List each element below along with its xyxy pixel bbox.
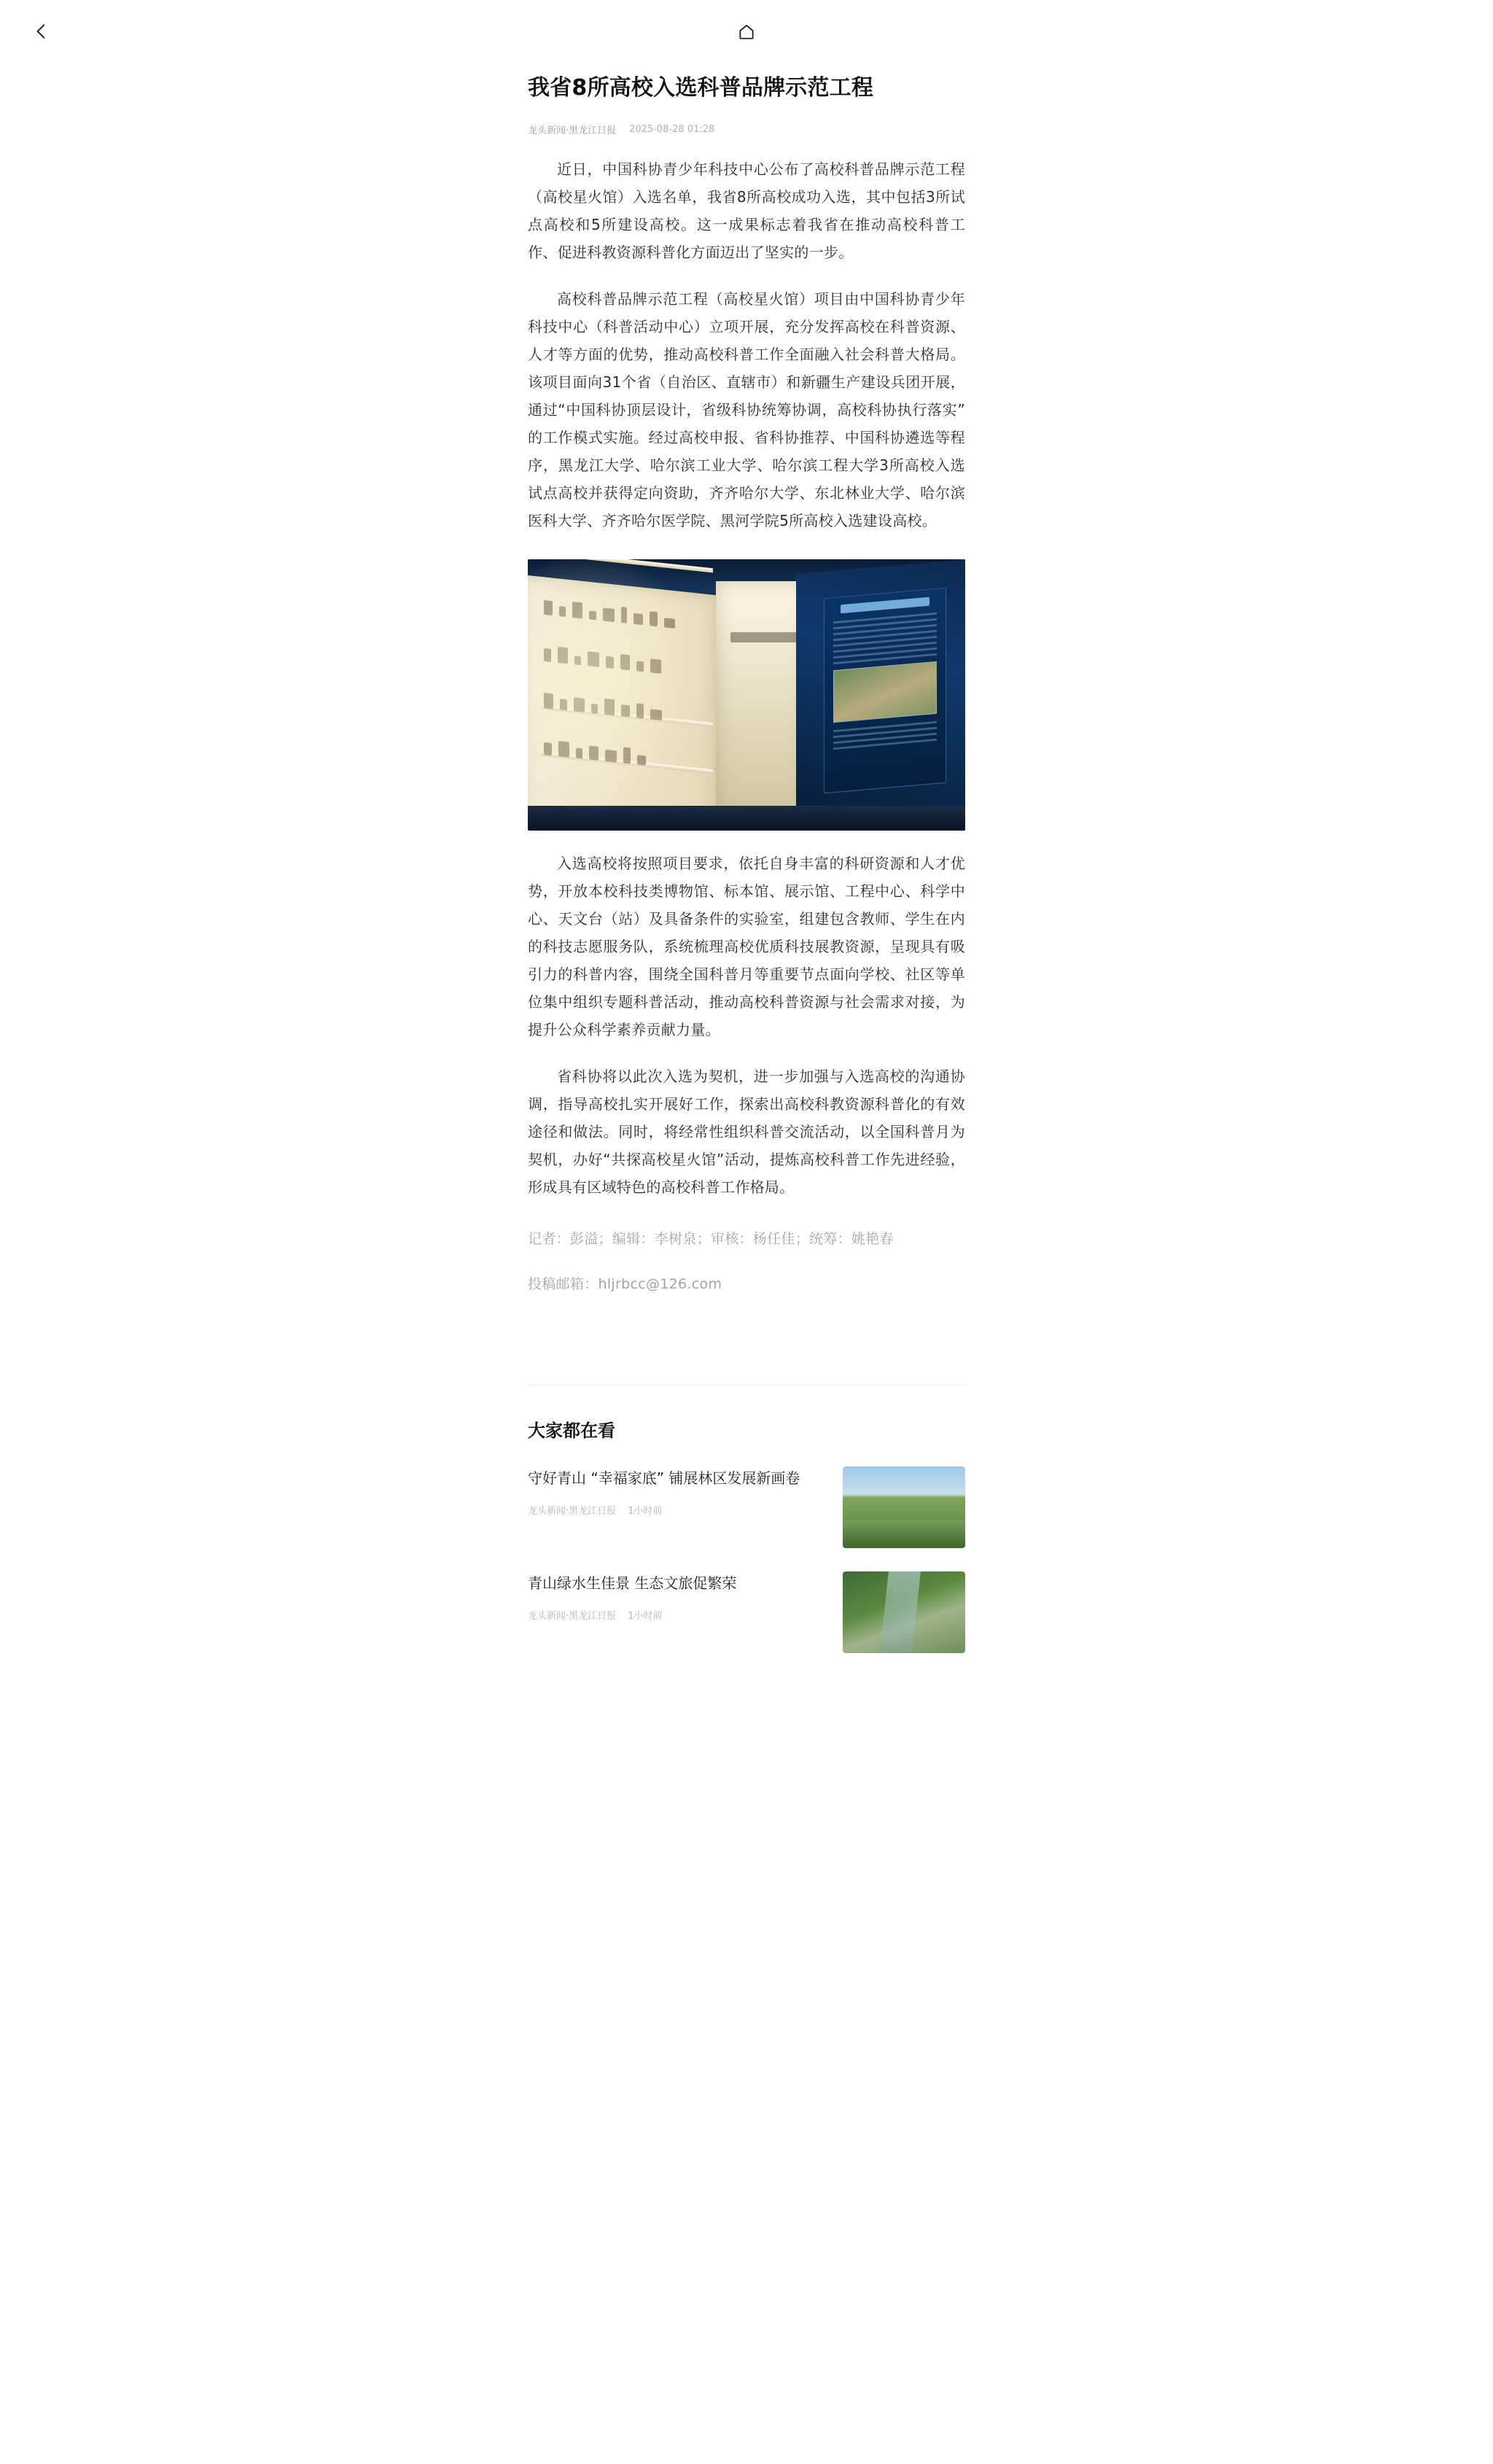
paragraph: 省科协将以此次入选为契机，进一步加强与入选高校的沟通协调，指导高校扎实开展好工作，探索出高校科教资源科普化的有效途径和做法。同时，将经常性组织科普交流活动，以全国科普月为契机，办好“共探高校星火馆”活动，提炼高校科普工作先进经验，形成具有区域特色的高校科普工作格局。: [528, 1068, 965, 1196]
recommend-item-title: 守好青山 “幸福家底” 铺展林区发展新画卷: [528, 1469, 800, 1487]
article-meta: [528, 123, 965, 136]
article-source: 龙头新闻·黑龙江日报: [528, 125, 617, 136]
top-navigation-bar: [0, 0, 1493, 63]
recommend-item-meta: [528, 1503, 830, 1517]
article-credits: [528, 1226, 965, 1297]
recommend-item-time: 1小时前: [628, 1506, 663, 1517]
submission-mailbox: 投稿邮箱：hljrbcc@126.com: [528, 1276, 722, 1292]
recommend-item-source: 龙头新闻·黑龙江日报: [528, 1506, 617, 1517]
recommend-item-source: 龙头新闻·黑龙江日报: [528, 1611, 617, 1622]
home-button[interactable]: [721, 6, 772, 57]
back-button[interactable]: [16, 6, 67, 57]
page-title: 我省8所高校入选科普品牌示范工程: [528, 75, 874, 101]
recommend-item-meta: [528, 1608, 830, 1622]
credits-line: 记者：彭溢；编辑：李树泉；审核：杨任佳；统筹：姚艳春: [528, 1231, 894, 1247]
home-icon: [737, 22, 756, 41]
recommend-heading: 大家都在看: [528, 1421, 615, 1441]
recommend-item-time: 1小时前: [628, 1611, 663, 1622]
article-body-top: [528, 155, 965, 535]
recommend-item-thumbnail: [843, 1571, 965, 1653]
recommend-item-thumbnail: [843, 1466, 965, 1548]
chevron-left-icon: [32, 22, 51, 41]
exhibit-hall-photo: [528, 559, 965, 831]
list-item[interactable]: [528, 1456, 965, 1561]
article-image: [528, 559, 965, 831]
article-container: [528, 73, 965, 1297]
paragraph: 近日，中国科协青少年科技中心公布了高校科普品牌示范工程（高校星火馆）入选名单，我省8所高校成功入选，其中包括3所试点高校和5所建设高校。这一成果标志着我省在推动高校科普工作、促进科教资源科普化方面迈出了坚实的一步。: [528, 160, 965, 261]
article-timestamp: 2025-08-28 01:28: [629, 124, 715, 135]
list-item[interactable]: [528, 1561, 965, 1666]
paragraph: 高校科普品牌示范工程（高校星火馆）项目由中国科协青少年科技中心（科普活动中心）立项开展，充分发挥高校在科普资源、人才等方面的优势，推动高校科普工作全面融入社会科普大格局。该项目面向31个省（自治区、直辖市）和新疆生产建设兵团开展，通过“中国科协顶层设计，省级科协统筹协调，高校科协执行落实”的工作模式实施。经过高校申报、省科协推荐、中国科协遴选等程序，黑龙江大学、哈尔滨工业大学、哈尔滨工程大学3所高校入选试点高校并获得定向资助，齐齐哈尔大学、东北林业大学、哈尔滨医科大学、齐齐哈尔医学院、黑河学院5所高校入选建设高校。: [528, 290, 965, 529]
article-body-bottom: [528, 850, 965, 1201]
recommend-item-title: 青山绿水生佳景 生态文旅促繁荣: [528, 1574, 737, 1592]
recommendation-section: [528, 1385, 965, 1666]
paragraph: 入选高校将按照项目要求，依托自身丰富的科研资源和人才优势，开放本校科技类博物馆、标本馆、展示馆、工程中心、科学中心、天文台（站）及具备条件的实验室，组建包含教师、学生在内的科技志愿服务队，系统梳理高校优质科技展教资源，呈现具有吸引力的科普内容，围绕全国科普月等重要节点面向学校、社区等单位集中组织专题科普活动，推动高校科普资源与社会需求对接，为提升公众科学素养贡献力量。: [528, 855, 965, 1038]
